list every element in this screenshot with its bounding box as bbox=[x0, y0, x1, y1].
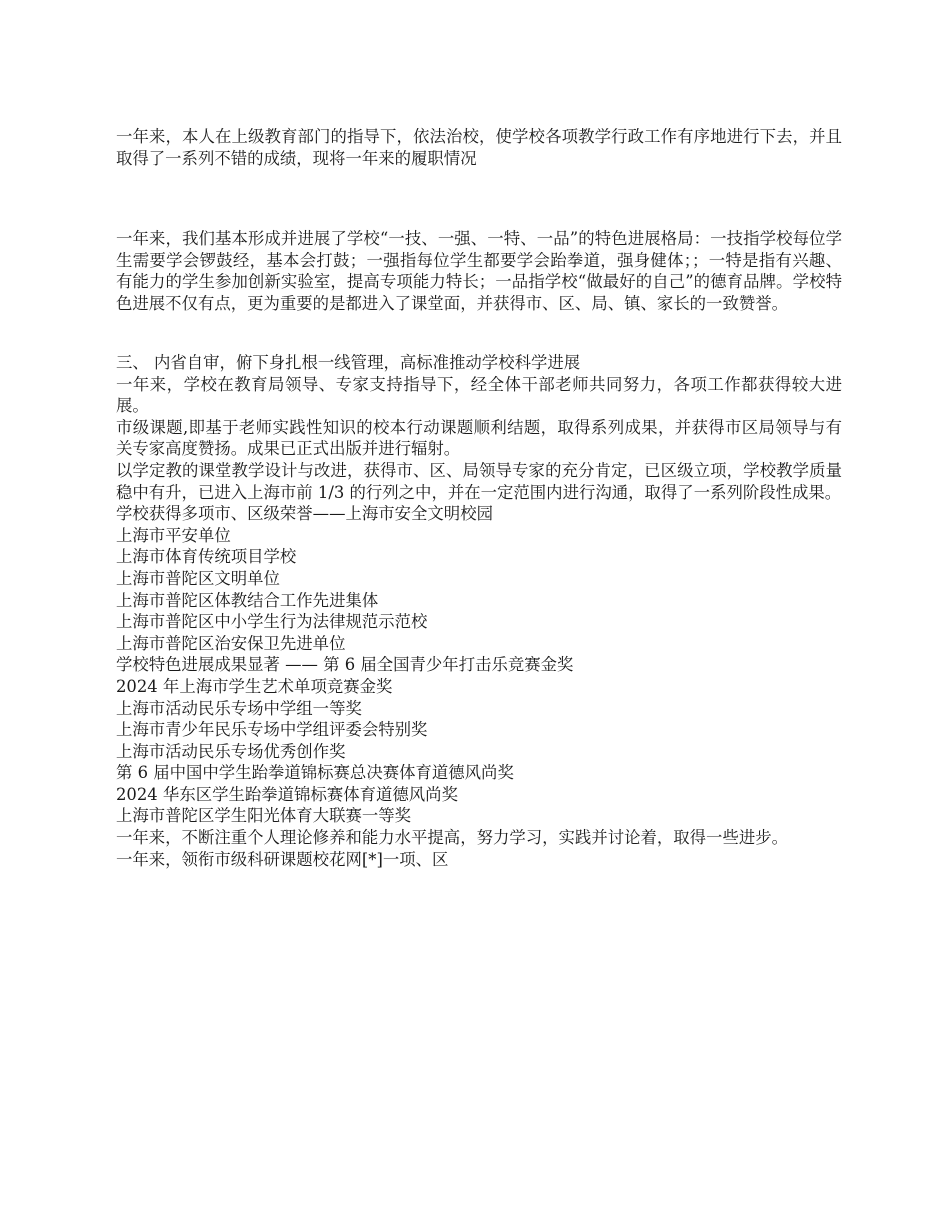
body-line: 以学定教的课堂教学设计与改进，获得市、区、局领导专家的充分肯定，已区级立项，学校教学质量稳中有升，已进入上海市前 1/3 的行列之中，并在一定范围内进行沟通，取得了一系列阶段性成果。 bbox=[116, 460, 842, 502]
honor-line: 上海市普陀区中小学生行为法律规范示范校 bbox=[116, 612, 428, 632]
honor-line: 上海市普陀区治安保卫先进单位 bbox=[116, 633, 346, 653]
award-line: 学校特色进展成果显著 —— 第 6 届全国青少年打击乐竞赛金奖 bbox=[116, 655, 574, 675]
award-line: 上海市普陀区学生阳光体育大联赛一等奖 bbox=[116, 806, 412, 826]
award-line: 2024 华东区学生跆拳道锦标赛体育道德风尚奖 bbox=[116, 784, 458, 804]
honor-line: 上海市普陀区体教结合工作先进集体 bbox=[116, 590, 379, 610]
intro-paragraph: 一年来，本人在上级教育部门的指导下，依法治校，使学校各项教学行政工作有序地进行下去，并且取得了一系列不错的成绩，现将一年来的履职情况 bbox=[116, 127, 842, 168]
honor-line: 上海市平安单位 bbox=[116, 525, 231, 545]
award-line: 第 6 届中国中学生跆拳道锦标赛总决赛体育道德风尚奖 bbox=[116, 763, 514, 783]
award-line: 2024 年上海市学生艺术单项竞赛金奖 bbox=[116, 676, 393, 696]
honor-line: 学校获得多项市、区级荣誉——上海市安全文明校园 bbox=[116, 504, 493, 524]
award-line: 上海市活动民乐专场优秀创作奖 bbox=[116, 741, 346, 761]
award-line: 上海市青少年民乐专场中学组评委会特别奖 bbox=[116, 720, 428, 740]
body-line: 一年来，学校在教育局领导、专家支持指导下，经全体干部老师共同努力，各项工作都获得较大进展。 bbox=[116, 374, 842, 416]
honor-line: 上海市普陀区文明单位 bbox=[116, 568, 280, 588]
features-paragraph: 一年来，我们基本形成并进展了学校“一技、一强、一特、一品”的特色进展格局：一技指学校每位学生需要学会锣鼓经，基本会打鼓；一强指每位学生都要学会跆拳道，强身健体；；一特是指有兴趣、有能力的学生参加创新实验室，提高专项能力特长；一品指学校“做最好的自己”的德育品牌。学校特色进展不仅有点，更为重要的是都进入了课堂面，并获得市、区、局、镇、家长的一致赞誉。 bbox=[116, 229, 842, 313]
body-line: 一年来，不断注重个人理论修养和能力水平提高，努力学习，实践并讨论着，取得一些进步。 bbox=[116, 828, 789, 848]
body-line: 一年来，领衔市级科研课题校花网[*]一项、区 bbox=[116, 849, 449, 869]
award-line: 上海市活动民乐专场中学组一等奖 bbox=[116, 698, 362, 718]
body-line: 市级课题,即基于老师实践性知识的校本行动课题顺利结题，取得系列成果，并获得市区局领导与有关专家高度赞扬。成果已正式出版并进行辐射。 bbox=[116, 417, 842, 459]
body-block bbox=[116, 352, 842, 870]
section-heading: 三、 内省自审，俯下身扎根一线管理，高标准推动学校科学进展 bbox=[116, 353, 581, 372]
honor-line: 上海市体育传统项目学校 bbox=[116, 547, 297, 567]
